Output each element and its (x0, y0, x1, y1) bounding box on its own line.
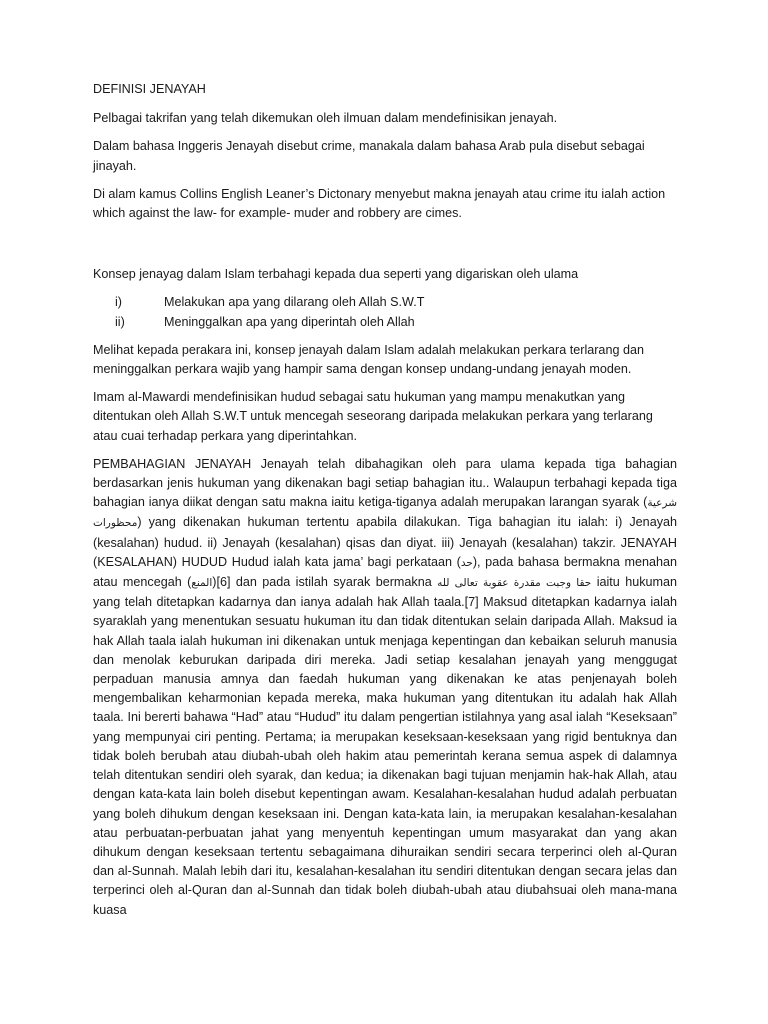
text-run: ) yang dikenakan hukuman tertentu apabila dilakukan. Tiga bahagian itu ialah: i) Jenayah (kesalahan) hudud. ii) Jenayah (kesalahan) qisas dan diyat. iii) Jenayah (kesalahan) takzir. JENAYAH (KESALAHAN) HUDUD Hudud ialah kata jama’ bagi perkataan ( (93, 515, 677, 569)
list-number: i) (115, 295, 122, 310)
text-run: )[6] dan pada istilah syarak bermakna (212, 575, 438, 590)
list-text: Melakukan apa yang dilarang oleh Allah S.W.T (164, 295, 425, 310)
text-run: iaitu hukuman yang telah ditetapkan kadarnya dan ianya adalah hak Allah taala.[7] Maksud ditetapkan kadarnya ialah syaraklah yang menentukan sesuatu hukuman itu dan tidak ditentukan selain daripada Allah. Maksud ia hak Allah taala ialah hukuman ini dikenakan untuk menjaga kepentingan dan kebaikan seluruh manusia dan menolak keburukan daripada diri mereka. Jadi setiap kesalahan jenayah yang menggugat perpaduan manusia amnya dan faedah hukuman yang dikenakan ke atas penjenayah boleh mengembalikan keharmonian kepada mereka, maka hukuman yang ditentukan itu adalah hak Allah taala. Ini bererti bahawa “Had” atau “Hudud” itu dalam pengertian istilahnya yang asal ialah “Keseksaan” yang mempunyai ciri penting. Pertama; ia merupakan keseksaan-keseksaan yang rigid bentuknya dan tidak boleh berubah atau diubah-ubah oleh hakim atau pemerintah kerana semua aspek di dalamnya telah ditentukan sendiri oleh syarak, dan kedua; ia dikenakan bagi tujuan menjamin hak-hak Allah, atau dengan kata-kata lain boleh disebut kepentingan awam. Kesalahan-kesalahan hudud adalah perbuatan yang boleh dihukum dengan keseksaan ini. Dengan kata-kata lain, ia merupakan kesalahan-kesalahan atau perbuatan-perbuatan jahat yang menyentuh kepentingan umum masyarakat dan yang akan dihukum dengan keseksaan tertentu sebagaimana dihuraikan sendiri secara terperinci oleh al-Quran dan al-Sunnah. Malah lebih dari itu, kesalahan-kesalahan itu sendiri ditentukan dengan secara jelas dan terperinci oleh al-Quran dan al-Sunnah dan tidak boleh diubah-ubah atau diubahsuai oleh mana-mana kuasa (93, 575, 678, 917)
paragraph-concept-intro: Konsep jenayag dalam Islam terbahagi kepada dua seperti yang digariskan oleh ulama (93, 267, 579, 282)
list-item (93, 293, 677, 312)
list-text: Meninggalkan apa yang diperintah oleh Allah (164, 314, 415, 329)
paragraph: Dalam bahasa Inggeris Jenayah disebut crime, manakala dalam bahasa Arab pula disebut sebagai jinayah. (93, 139, 645, 173)
document-title: DEFINISI JENAYAH (93, 82, 206, 96)
spacer (93, 232, 677, 265)
text-run: ), pada bahasa bermakna menahan atau mencegah ( (93, 554, 677, 590)
list-number: ii) (115, 314, 125, 329)
arabic-text: المنع (191, 577, 213, 590)
document-page (93, 80, 677, 920)
arabic-text: حقا وجبت مقدرة عقوبة تعالى لله (437, 577, 592, 590)
paragraph: Imam al-Mawardi mendefinisikan hudud sebagai satu hukuman yang mampu menakutkan yang ditentukan oleh Allah S.W.T untuk mencegah seseorang daripada melakukan perkara yang terlarang atau cuai terhadap perkara yang diperintahkan. (93, 390, 653, 443)
text-run: PEMBAHAGIAN JENAYAH Jenayah telah dibahagikan oleh para ulama kepada tiga bahagian berdasarkan jenis hukuman yang dikenakan bagi setiap bahagian itu.. Walaupun terbahagi kepada tiga bahagian ianya diikat dengan satu makna iaitu ketiga-tiganya adalah merupakan larangan syarak ( (93, 456, 677, 510)
paragraph: Melihat kepada perakara ini, konsep jenayah dalam Islam adalah melakukan perkara terlarang dan meninggalkan perkara wajib yang hampir sama dengan konsep undang-undang jenayah moden. (93, 342, 644, 377)
paragraph: Di alam kamus Collins English Leaner’s Dictonary menyebut makna jenayah atau crime itu ialah action which against the law- for example- muder and robbery are cimes. (93, 186, 666, 221)
list-item (93, 313, 677, 332)
arabic-text: شرعية محظورات (93, 497, 677, 530)
paragraph-pembahagian-jenayah (93, 455, 677, 920)
paragraph: Pelbagai takrifan yang telah dikemukan oleh ilmuan dalam mendefinisikan jenayah. (93, 111, 558, 126)
concept-list (93, 293, 677, 331)
arabic-text: حد (460, 556, 473, 569)
